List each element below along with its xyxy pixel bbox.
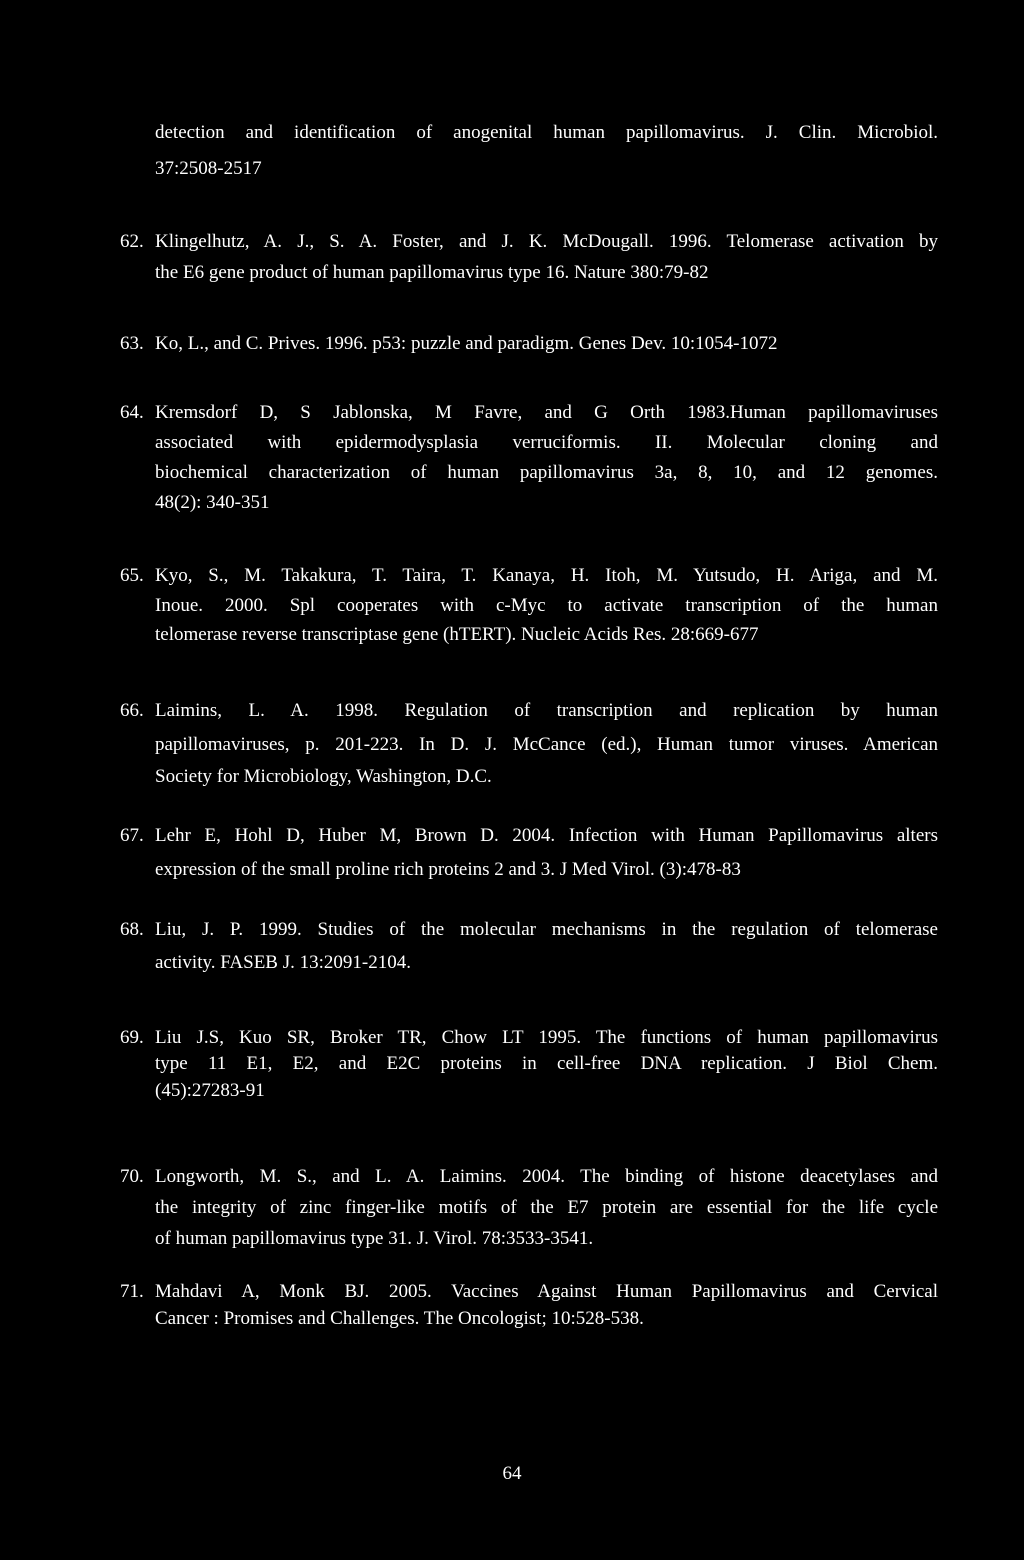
- reference-line: biochemical characterization of human papillomavirus 3a, 8, 10, and 12 genomes.: [155, 462, 938, 483]
- reference-line: Cancer : Promises and Challenges. The Oncologist; 10:528-538.: [155, 1308, 644, 1329]
- reference-line: 48(2): 340-351: [155, 492, 270, 513]
- reference-line: the E6 gene product of human papillomavirus type 16. Nature 380:79-82: [155, 262, 709, 283]
- reference-line: 37:2508-2517: [155, 158, 262, 179]
- reference-number: 67.: [120, 825, 144, 846]
- reference-line: (45):27283-91: [155, 1080, 265, 1101]
- reference-line: the integrity of zinc finger-like motifs of the E7 protein are essential for the life cycle: [155, 1197, 938, 1218]
- reference-line: Lehr E, Hohl D, Huber M, Brown D. 2004. Infection with Human Papillomavirus alters: [155, 825, 938, 846]
- reference-number: 71.: [120, 1281, 144, 1302]
- reference-line: detection and identification of anogenital human papillomavirus. J. Clin. Microbiol.: [155, 122, 938, 143]
- reference-line: associated with epidermodysplasia verruciformis. II. Molecular cloning and: [155, 432, 938, 453]
- page-number: 64: [502, 1463, 522, 1484]
- reference-number: 69.: [120, 1027, 144, 1048]
- reference-line: Laimins, L. A. 1998. Regulation of transcription and replication by human: [155, 700, 938, 721]
- reference-number: 62.: [120, 231, 144, 252]
- reference-number: 64.: [120, 402, 144, 423]
- reference-line: type 11 E1, E2, and E2C proteins in cell-free DNA replication. J Biol Chem.: [155, 1053, 938, 1074]
- reference-line: Society for Microbiology, Washington, D.C.: [155, 766, 492, 787]
- reference-line: Klingelhutz, A. J., S. A. Foster, and J. K. McDougall. 1996. Telomerase activation by: [155, 231, 938, 252]
- reference-line: Ko, L., and C. Prives. 1996. p53: puzzle and paradigm. Genes Dev. 10:1054-1072: [155, 333, 778, 354]
- reference-line: Inoue. 2000. Spl cooperates with c-Myc to activate transcription of the human: [155, 595, 938, 616]
- reference-line: Mahdavi A, Monk BJ. 2005. Vaccines Against Human Papillomavirus and Cervical: [155, 1281, 938, 1302]
- reference-number: 63.: [120, 333, 144, 354]
- reference-line: telomerase reverse transcriptase gene (hTERT). Nucleic Acids Res. 28:669-677: [155, 624, 759, 645]
- reference-line: Liu, J. P. 1999. Studies of the molecular mechanisms in the regulation of telomerase: [155, 919, 938, 940]
- reference-line: Kremsdorf D, S Jablonska, M Favre, and G Orth 1983.Human papillomaviruses: [155, 402, 938, 423]
- reference-line: activity. FASEB J. 13:2091-2104.: [155, 952, 411, 973]
- reference-number: 68.: [120, 919, 144, 940]
- reference-line: Longworth, M. S., and L. A. Laimins. 2004. The binding of histone deacetylases and: [155, 1166, 938, 1187]
- reference-number: 66.: [120, 700, 144, 721]
- reference-number: 70.: [120, 1166, 144, 1187]
- reference-line: expression of the small proline rich proteins 2 and 3. J Med Virol. (3):478-83: [155, 859, 741, 880]
- reference-line: Liu J.S, Kuo SR, Broker TR, Chow LT 1995. The functions of human papillomavirus: [155, 1027, 938, 1048]
- reference-line: of human papillomavirus type 31. J. Virol. 78:3533-3541.: [155, 1228, 594, 1249]
- reference-line: Kyo, S., M. Takakura, T. Taira, T. Kanaya, H. Itoh, M. Yutsudo, H. Ariga, and M.: [155, 565, 938, 586]
- reference-line: papillomaviruses, p. 201-223. In D. J. McCance (ed.), Human tumor viruses. American: [155, 734, 938, 755]
- reference-number: 65.: [120, 565, 144, 586]
